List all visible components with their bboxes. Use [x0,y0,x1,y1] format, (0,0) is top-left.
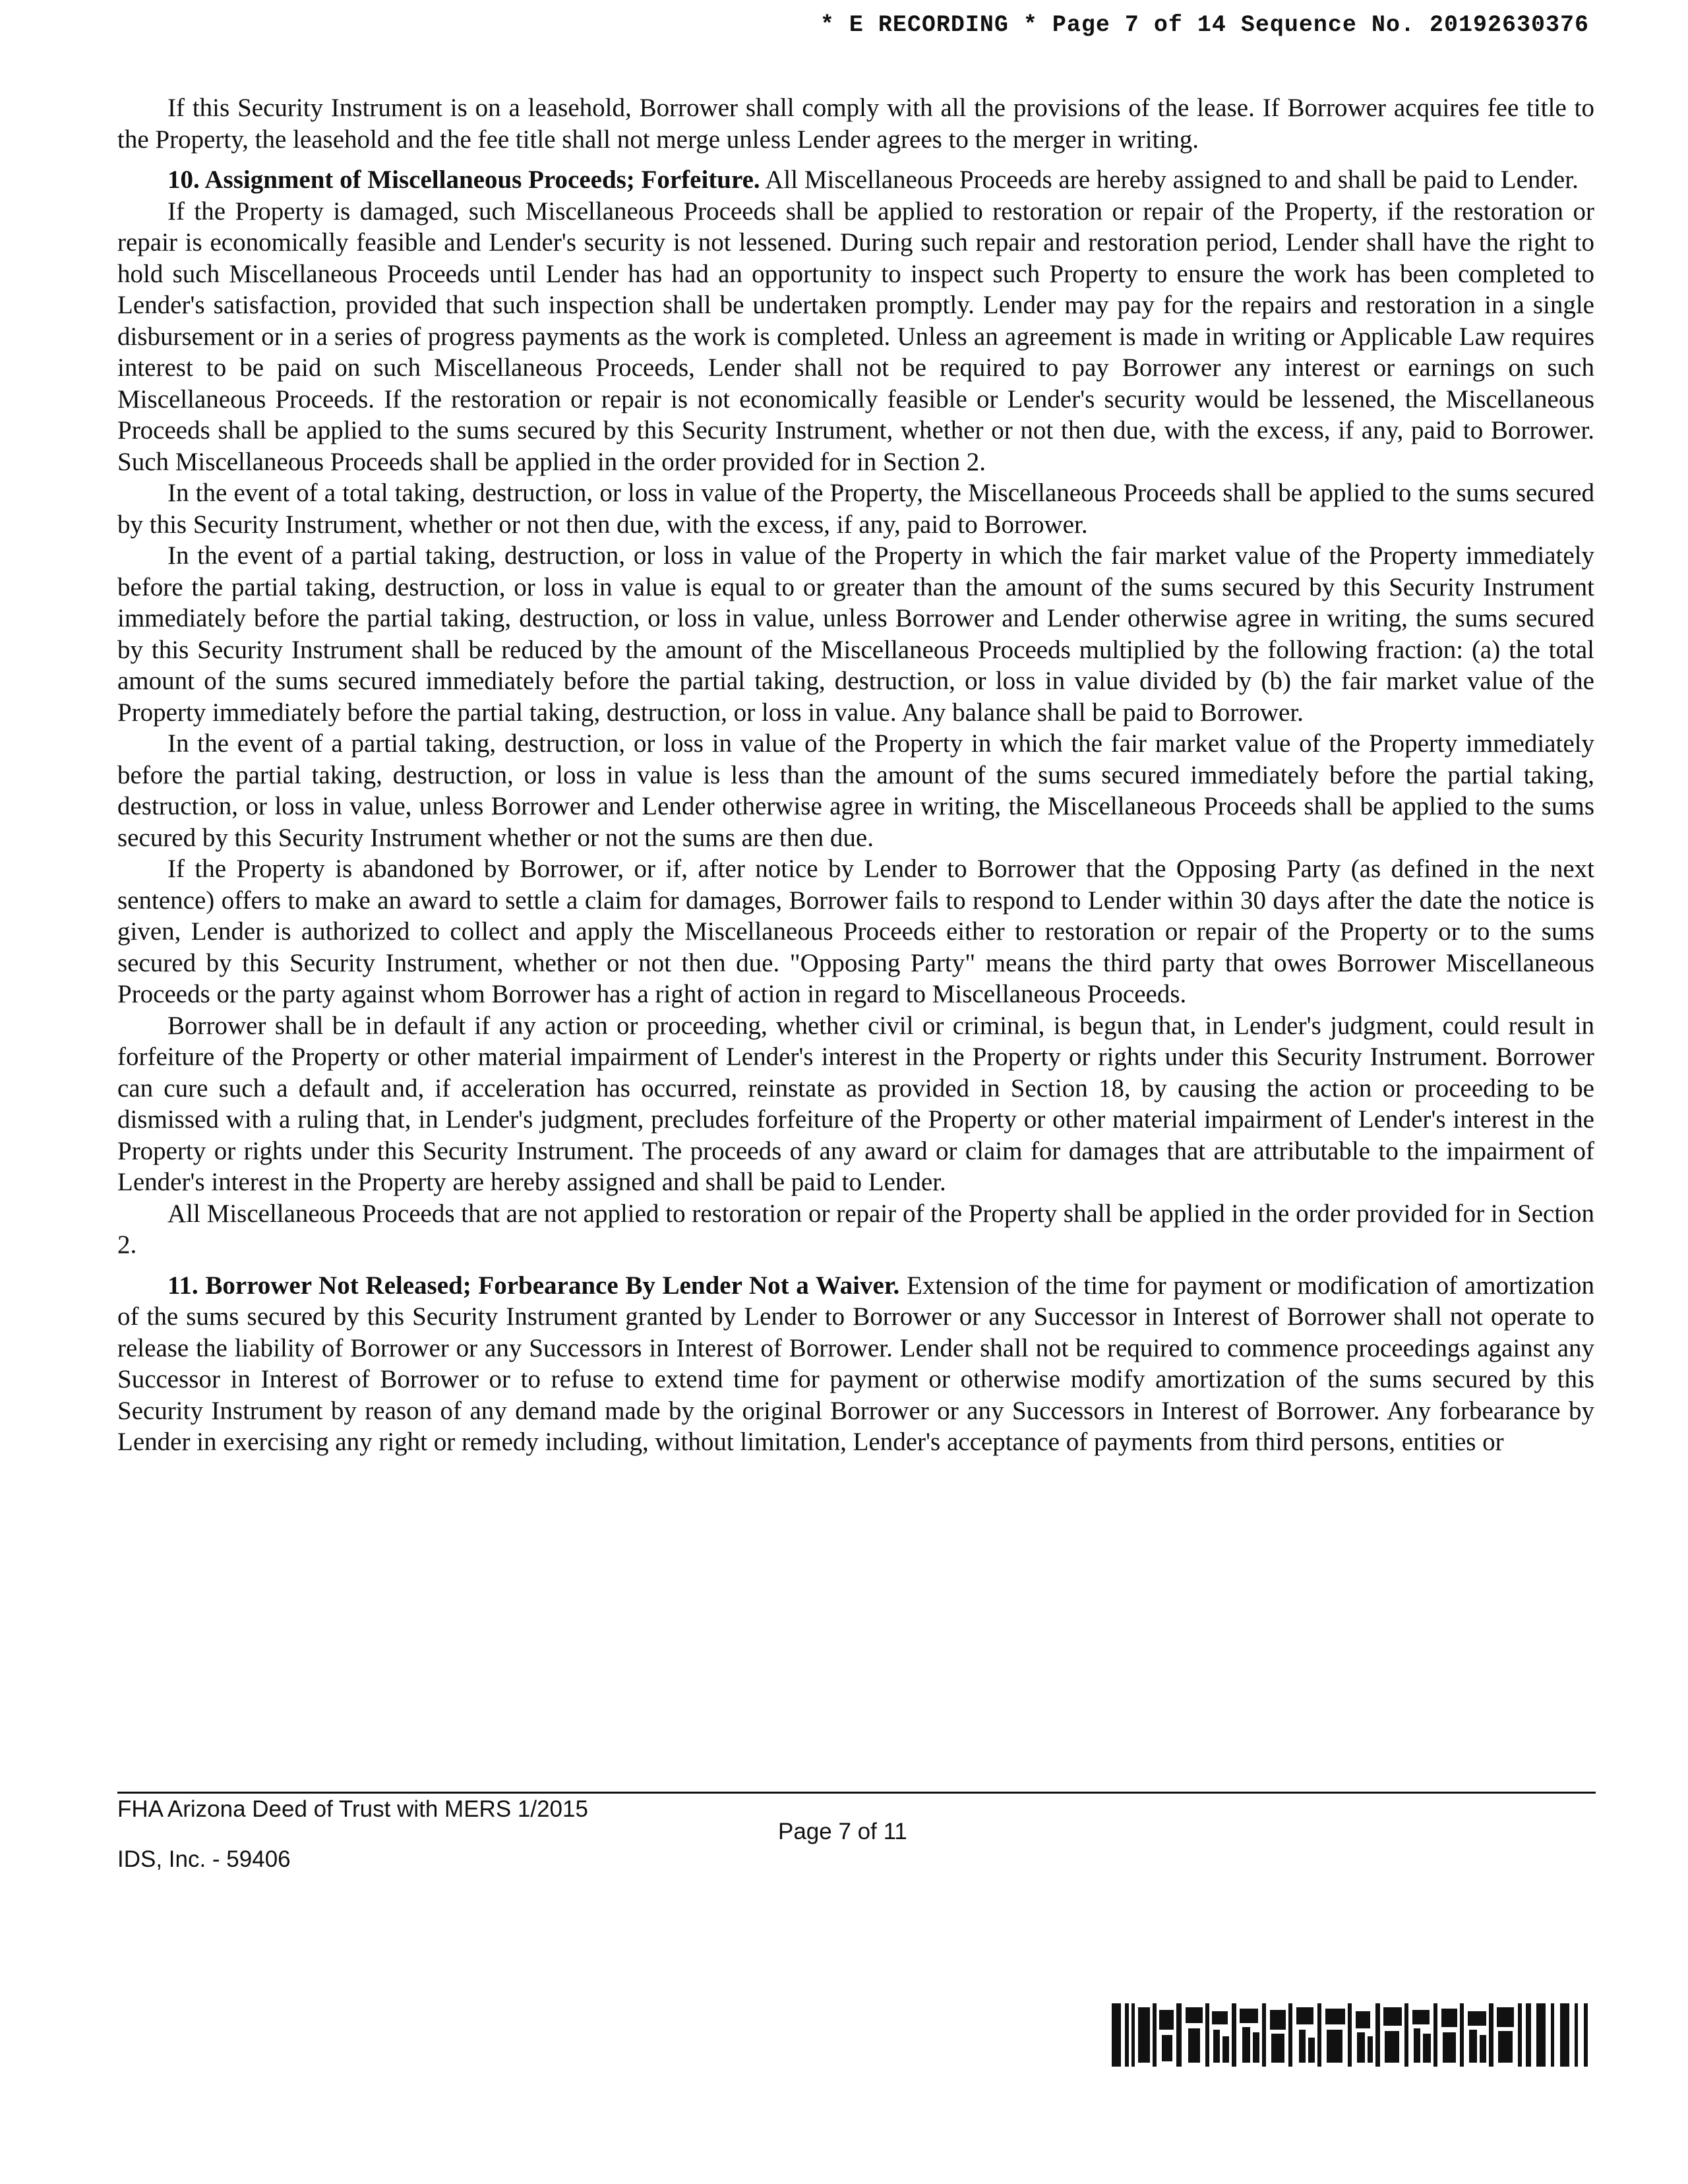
section-10-lead: All Miscellaneous Proceeds are hereby assigned to and shall be paid to Lender. [760,166,1579,194]
section-11-heading: 11. Borrower Not Released; Forbearance By Lender Not a Waiver. [167,1271,900,1300]
footer-page-number: Page 7 of 11 [778,1819,907,1844]
section-11-lead: Extension of the time for payment or modification of amortization of the sums secured by this Security Instrument granted by Lender to Borrower or any Successor in Interest of Borrower shall not operate to release the liability of Borrower or any Successors in Interest of Borrower. Lender shall not be required to commence proceedings against any Successor in Interest of Borrower or to refuse to extend time for payment or otherwise modify amortization of the sums secured by this Security Instrument by reason of any demand made by the original Borrower or any Successors in Interest of Borrower. Any forbearance by Lender in exercising any right or remedy including, without limitation, Lender's acceptance of payments from third persons, entities or [117,1271,1594,1456]
section-10-paragraph: In the event of a partial taking, destruction, or loss in value of the Property in which the fair market value of the Property immediately before the partial taking, destruction, or loss in value is equal to or greater than the amount of the sums secured by this Security Instrument immediately before the partial taking, destruction, or loss in value, unless Borrower and Lender otherwise agree in writing, the sums secured by this Security Instrument shall be reduced by the amount of the Miscellaneous Proceeds multiplied by the following fraction: (a) the total amount of the sums secured immediately before the partial taking, destruction, or loss in value divided by (b) the fair market value of the Property immediately before the partial taking, destruction, or loss in value. Any balance shall be paid to Borrower. [117,541,1594,727]
section-10-paragraph: In the event of a partial taking, destruction, or loss in value of the Property in which the fair market value of the Property immediately before the partial taking, destruction, or loss in value is less than the amount of the sums secured immediately before the partial taking, destruction, or loss in value, unless Borrower and Lender otherwise agree in writing, the Miscellaneous Proceeds shall be applied to the sums secured by this Security Instrument whether or not the sums are then due. [117,729,1594,852]
section-10-paragraph: All Miscellaneous Proceeds that are not applied to restoration or repair of the Property shall be applied in the order provided for in Section 2. [117,1199,1594,1259]
section-10-paragraph: Borrower shall be in default if any action or proceeding, whether civil or criminal, is begun that, in Lender's judgment, could result in forfeiture of the Property or other material impairment of Lender's interest in the Property or rights under this Security Instrument. Borrower can cure such a default and, if acceleration has occurred, reinstate as provided in Section 18, by causing the action or proceeding to be dismissed with a ruling that, in Lender's judgment, precludes forfeiture of the Property or other material impairment of Lender's interest in the Property or rights under this Security Instrument. The proceeds of any award or claim for damages that are attributable to the impairment of Lender's interest in the Property are hereby assigned and shall be paid to Lender. [117,1011,1594,1196]
document-body [117,92,1594,1458]
section-10-intro [117,164,1594,196]
barcode-icon [1112,2003,1594,2067]
section-10-heading: 10. Assignment of Miscellaneous Proceeds; Forfeiture. [167,166,760,194]
footer-form-name: FHA Arizona Deed of Trust with MERS 1/2015 [117,1796,588,1822]
footer-divider [117,1792,1596,1794]
section-10-paragraph: In the event of a total taking, destruction, or loss in value of the Property, the Miscellaneous Proceeds shall be applied to the sums secured by this Security Instrument, whether or not then due, with the excess, if any, paid to Borrower. [117,479,1594,539]
section-10-paragraph: If the Property is abandoned by Borrower, or if, after notice by Lender to Borrower that the Opposing Party (as defined in the next sentence) offers to make an award to settle a claim for damages, Borrower fails to respond to Lender within 30 days after the date the notice is given, Lender is authorized to collect and apply the Miscellaneous Proceeds either to restoration or repair of the Property or to the sums secured by this Security Instrument, whether or not then due. "Opposing Party" means the third party that owes Borrower Miscellaneous Proceeds or the party against whom Borrower has a right of action in regard to Miscellaneous Proceeds. [117,855,1594,1008]
section-11-intro [117,1270,1594,1458]
footer-vendor: IDS, Inc. - 59406 [117,1846,291,1872]
leasehold-paragraph: If this Security Instrument is on a leasehold, Borrower shall comply with all the provisions of the lease. If Borrower acquires fee title to the Property, the leasehold and the fee title shall not merge unless Lender agrees to the merger in writing. [117,94,1594,154]
section-10-paragraph: If the Property is damaged, such Miscellaneous Proceeds shall be applied to restoration or repair of the Property, if the restoration or repair is economically feasible and Lender's security is not lessened. During such repair and restoration period, Lender shall have the right to hold such Miscellaneous Proceeds until Lender has had an opportunity to inspect such Property to ensure the work has been completed to Lender's satisfaction, provided that such inspection shall be undertaken promptly. Lender may pay for the repairs and restoration in a single disbursement or in a series of progress payments as the work is completed. Unless an agreement is made in writing or Applicable Law requires interest to be paid on such Miscellaneous Proceeds, Lender shall not be required to pay Borrower any interest or earnings on such Miscellaneous Proceeds. If the restoration or repair is not economically feasible or Lender's security would be lessened, the Miscellaneous Proceeds shall be applied to the sums secured by this Security Instrument, whether or not then due, with the excess, if any, paid to Borrower. Such Miscellaneous Proceeds shall be applied in the order provided for in Section 2. [117,197,1594,476]
recording-header: * E RECORDING * Page 7 of 14 Sequence No. 20192630376 [820,12,1589,38]
